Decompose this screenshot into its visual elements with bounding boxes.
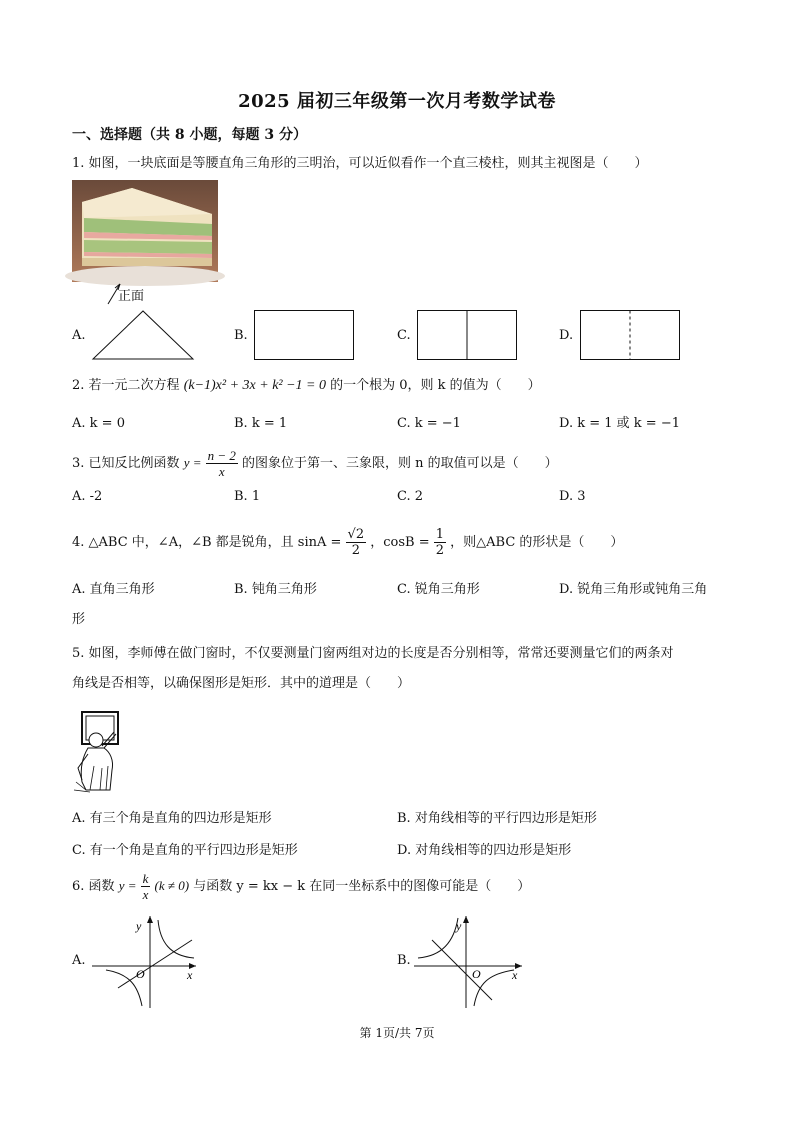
- q6-post: 与函数 y = kx − k 在同一坐标系中的图像可能是（ ）: [193, 879, 531, 894]
- q6-option-b-graph: [414, 912, 526, 1008]
- q1-option-c-rect: [417, 310, 519, 360]
- q3-num: n − 2: [207, 448, 236, 463]
- q6b-origin: O: [472, 967, 481, 981]
- question-5-line1: 5. 如图，李师傅在做门窗时，不仅要测量门窗两组对边的长度是否分别相等，常常还要测量它们的两条对: [72, 646, 674, 661]
- q5-option-c[interactable]: C. 有一个角是直角的平行四边形是矩形: [72, 843, 298, 858]
- page-title: 2025 届初三年级第一次月考数学试卷: [238, 91, 556, 112]
- q4-option-c[interactable]: C. 锐角三角形: [397, 582, 480, 597]
- q4-den1: 2: [351, 543, 360, 558]
- q1-option-c-label[interactable]: C.: [397, 328, 411, 343]
- q6-num: k: [142, 871, 149, 886]
- q4-num1: √2: [347, 527, 365, 542]
- q6-condition: (k ≠ 0): [154, 878, 190, 893]
- q2-pre: 2. 若一元二次方程: [72, 378, 180, 393]
- sandwich-photo: [72, 180, 218, 282]
- q3-den: x: [218, 464, 225, 479]
- q6-fraction: [141, 871, 151, 902]
- q4-option-d[interactable]: D. 锐角三角形或钝角三角: [559, 582, 708, 597]
- photo-label: 正面: [118, 289, 145, 304]
- q2-option-b[interactable]: B. k = 1: [234, 416, 288, 431]
- q5-option-a[interactable]: A. 有三个角是直角的四边形是矩形: [72, 811, 272, 826]
- q6-y: y =: [118, 878, 137, 893]
- question-6-text: [72, 870, 530, 903]
- q4-option-b[interactable]: B. 钝角三角形: [234, 582, 317, 597]
- q3-fraction: [206, 448, 238, 479]
- question-1-text: 1. 如图，一块底面是等腰直角三角形的三明治，可以近似看作一个直三棱柱，则其主视图是（ ）: [72, 156, 648, 171]
- q6a-axis-x: x: [187, 968, 193, 982]
- worker-measuring-figure: [74, 710, 130, 794]
- q6b-axis-y: y: [456, 919, 462, 933]
- q3-y: y =: [183, 455, 202, 470]
- q4-option-d-wrap: 形: [72, 612, 86, 627]
- q6-pre: 6. 函数: [72, 879, 115, 894]
- q6-den: x: [142, 887, 149, 902]
- question-3-text: [72, 447, 558, 480]
- q5-option-b[interactable]: B. 对角线相等的平行四边形是矩形: [397, 811, 597, 826]
- q2-option-d[interactable]: D. k = 1 或 k = −1: [559, 416, 680, 431]
- q3-option-b[interactable]: B. 1: [234, 489, 261, 504]
- q1-option-d-rect: [580, 310, 682, 360]
- q4-fraction-cos: [434, 527, 446, 558]
- question-4-text: [72, 527, 623, 559]
- q1-option-b-label[interactable]: B.: [234, 328, 248, 343]
- q1-option-b-rect: [254, 310, 356, 360]
- q6-option-b-label[interactable]: B.: [397, 953, 411, 968]
- q2-option-c[interactable]: C. k = −1: [397, 416, 461, 431]
- q6b-axis-x: x: [512, 968, 518, 982]
- q3-option-a[interactable]: A. -2: [72, 489, 103, 504]
- page-footer: 第 1页/共 7页: [359, 1026, 435, 1040]
- q5-option-d[interactable]: D. 对角线相等的四边形是矩形: [397, 843, 572, 858]
- question-2-text: [72, 378, 541, 394]
- q3-option-d[interactable]: D. 3: [559, 489, 586, 504]
- q2-post: 的一个根为 0，则 k 的值为（ ）: [330, 378, 541, 393]
- q3-option-c[interactable]: C. 2: [397, 489, 424, 504]
- q3-pre: 3. 已知反比例函数: [72, 456, 180, 471]
- q1-option-a-label[interactable]: A.: [72, 328, 86, 343]
- section-header: 一、选择题（共 8 小题，每题 3 分）: [72, 127, 307, 143]
- q4-pre: 4. △ABC 中，∠A，∠B 都是锐角，且 sinA =: [72, 535, 342, 550]
- q3-post: 的图象位于第一、三象限，则 n 的取值可以是（ ）: [242, 456, 558, 471]
- q1-option-a-triangle: [92, 310, 194, 360]
- q4-fraction-sin: [346, 527, 367, 558]
- q2-equation: (k−1)x² + 3x + k² −1 = 0: [183, 378, 326, 393]
- q4-num2: 1: [435, 527, 445, 542]
- q4-option-a[interactable]: A. 直角三角形: [72, 582, 155, 597]
- q6-option-a-graph: [92, 912, 202, 1008]
- q6-option-a-label[interactable]: A.: [72, 953, 86, 968]
- q6a-axis-y: y: [136, 919, 142, 933]
- q4-post: ，则△ABC 的形状是（ ）: [450, 535, 624, 550]
- q1-option-d-label[interactable]: D.: [559, 328, 574, 343]
- q6a-origin: O: [136, 967, 145, 981]
- q4-den2: 2: [435, 543, 445, 558]
- q4-mid: ，cosB =: [370, 535, 430, 550]
- question-5-line2: 角线是否相等，以确保图形是矩形．其中的道理是（ ）: [72, 676, 411, 691]
- q2-option-a[interactable]: A. k = 0: [72, 416, 125, 431]
